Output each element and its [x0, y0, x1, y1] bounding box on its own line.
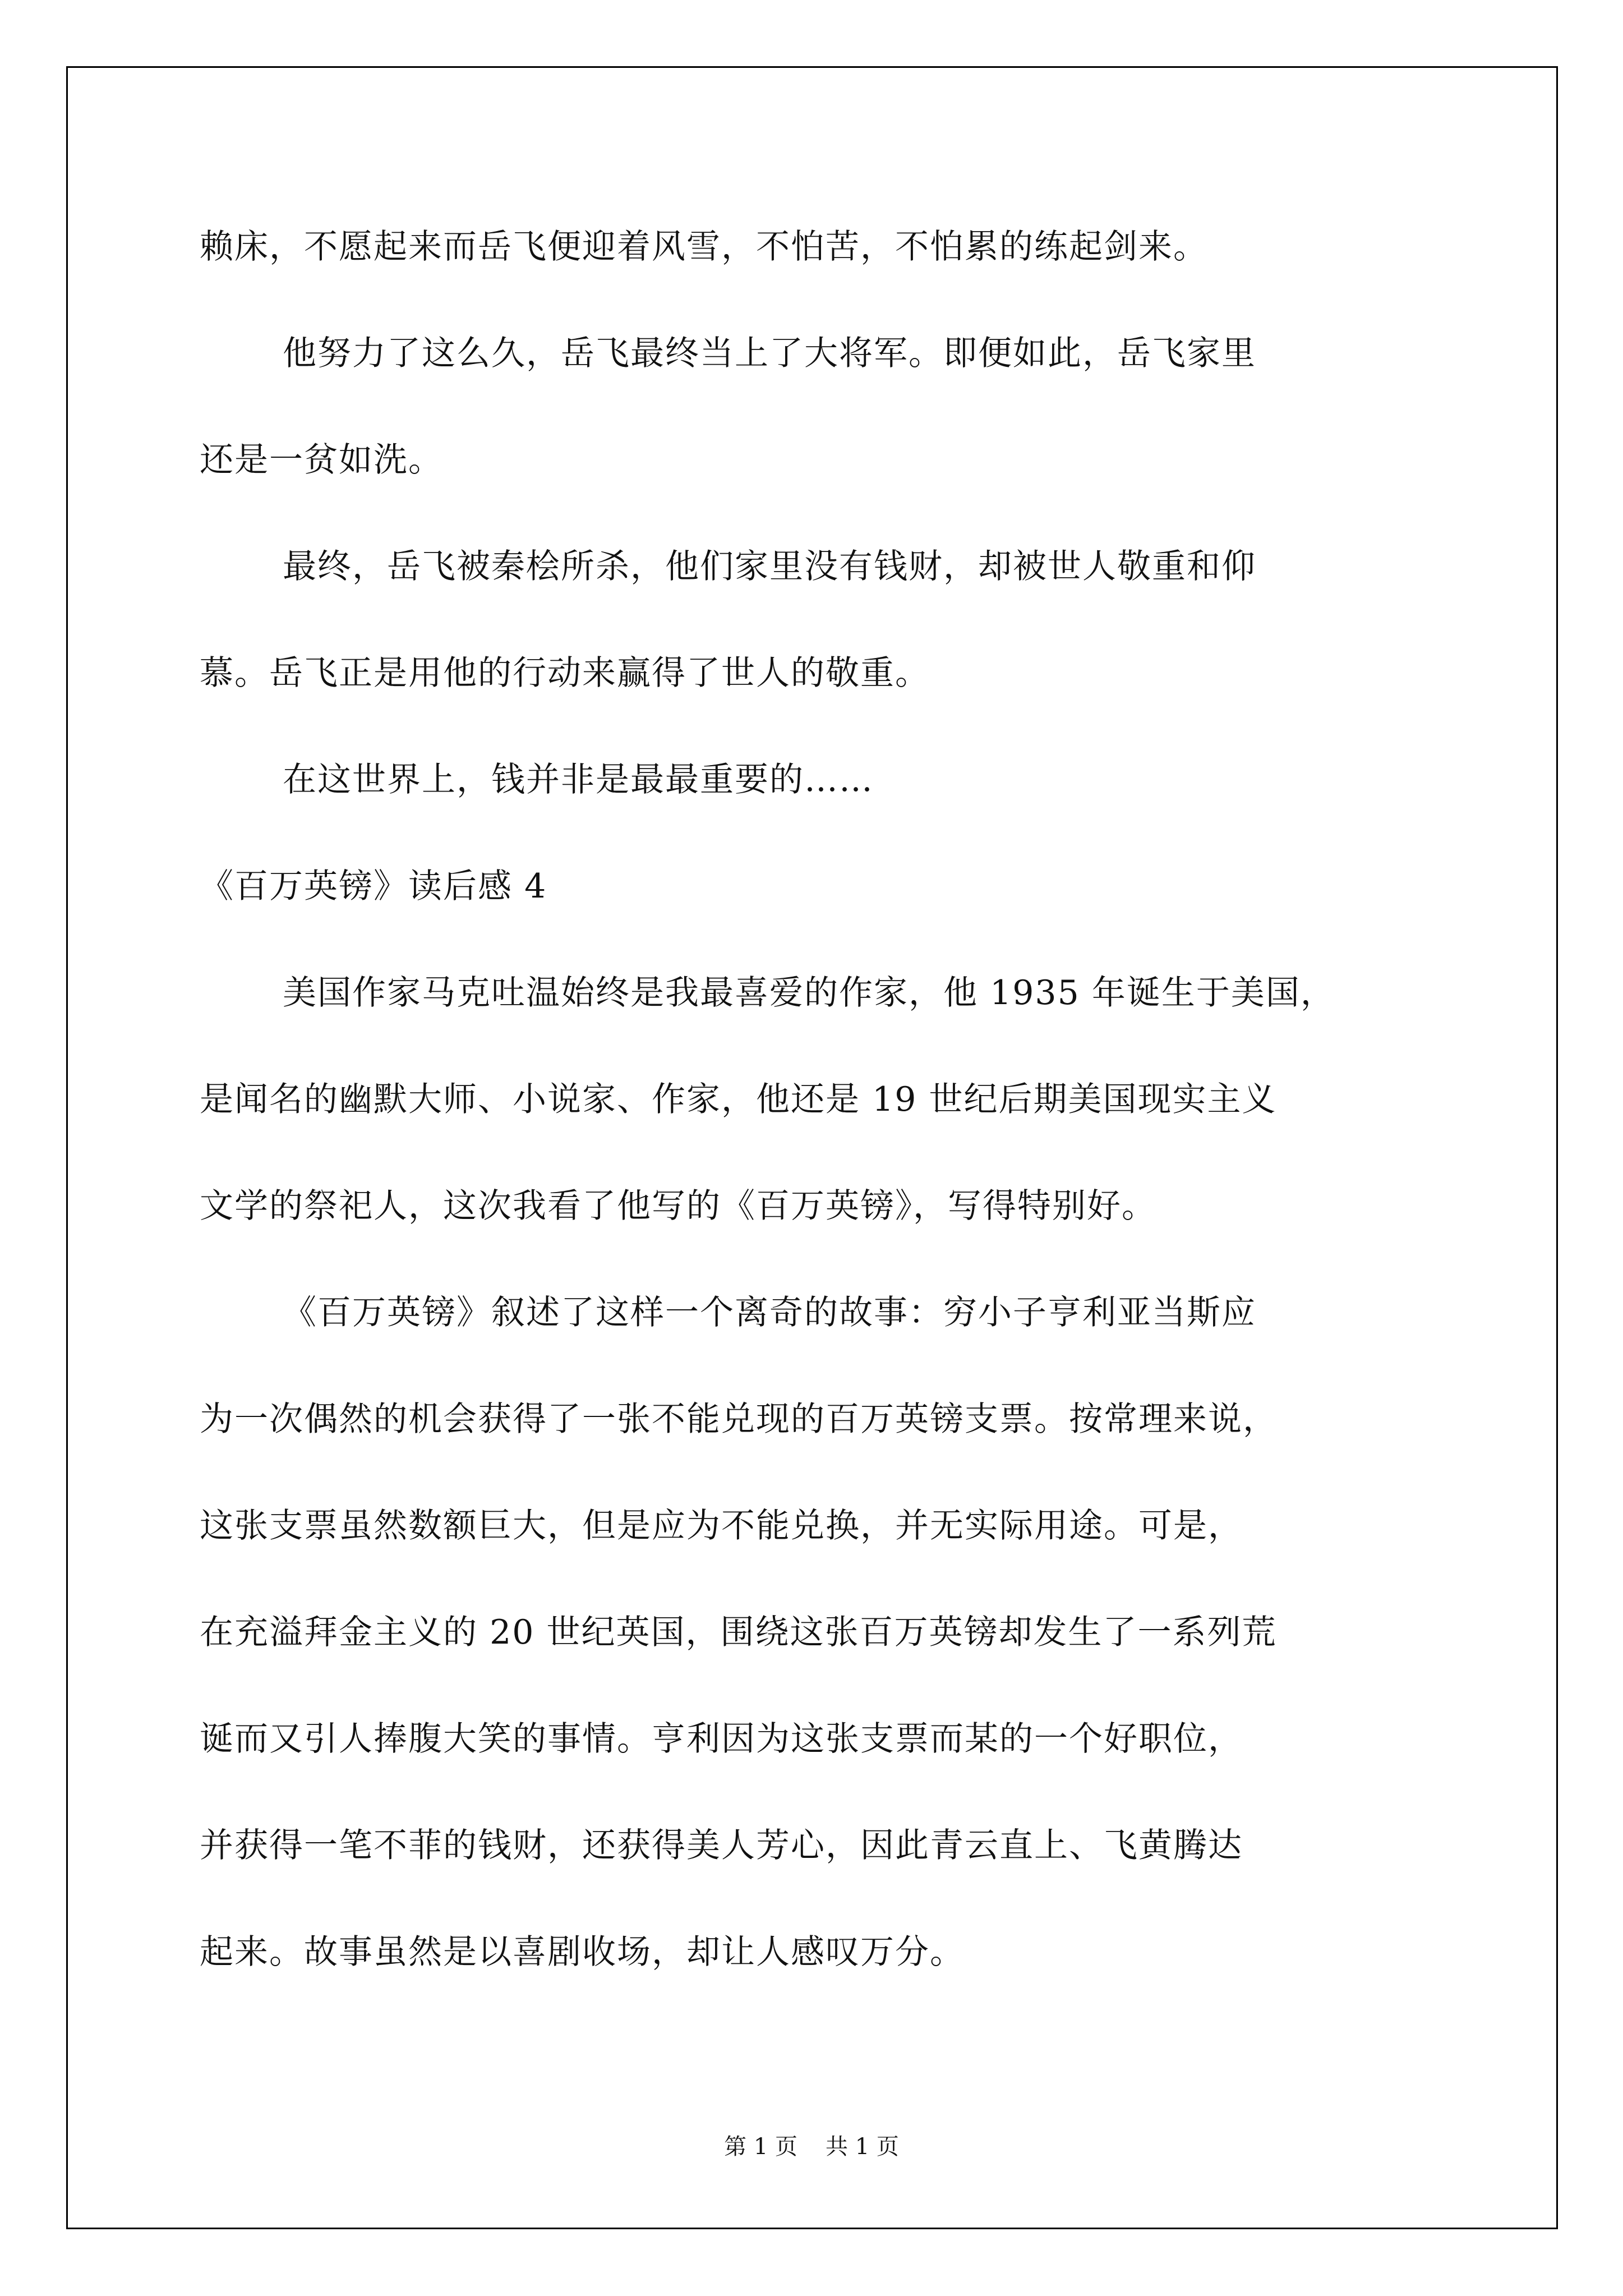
page-total: 共 1 页 — [826, 2134, 899, 2160]
page-number: 第 1 页 — [724, 2134, 797, 2160]
text-line: 诞而又引人捧腹大笑的事情。亨利因为这张支票而某的一个好职位， — [200, 1719, 1243, 1759]
text-line: 他努力了这么久，岳飞最终当上了大将军。即便如此，岳飞家里 — [283, 334, 1256, 373]
text-line: 并获得一笔不菲的钱财，还获得美人芳心，因此青云直上、飞黄腾达 — [200, 1826, 1243, 1865]
text-line: 为一次偶然的机会获得了一张不能兑现的百万英镑支票。按常理来说， — [200, 1400, 1278, 1439]
text-line: 还是一贫如洗。 — [200, 440, 443, 480]
text-line: 在充溢拜金主义的 20 世纪英国，围绕这张百万英镑却发生了一系列荒 — [200, 1613, 1277, 1652]
text-line: 赖床，不愿起来而岳飞便迎着风雪，不怕苦，不怕累的练起剑来。 — [200, 227, 1208, 266]
text-line: 最终，岳飞被秦桧所杀，他们家里没有钱财，却被世人敬重和仰 — [283, 547, 1256, 586]
text-line: 是闻名的幽默大师、小说家、作家，他还是 19 世纪后期美国现实主义 — [200, 1080, 1277, 1119]
text-line: 《百万英镑》叙述了这样一个离奇的故事：穷小子亨利亚当斯应 — [283, 1293, 1256, 1332]
text-line: 文学的祭祀人，这次我看了他写的《百万英镑》，写得特别好。 — [200, 1186, 1156, 1226]
section-heading: 《百万英镑》读后感 4 — [200, 867, 547, 906]
text-line: 在这世界上，钱并非是最最重要的…… — [283, 760, 874, 799]
document-body — [200, 208, 1467, 2019]
text-line: 慕。岳飞正是用他的行动来赢得了世人的敬重。 — [200, 654, 930, 693]
page-footer — [0, 2129, 1623, 2161]
text-line: 这张支票虽然数额巨大，但是应为不能兑换，并无实际用途。可是， — [200, 1506, 1243, 1545]
text-line: 起来。故事虽然是以喜剧收场，却让人感叹万分。 — [200, 1932, 965, 1972]
text-line: 美国作家马克吐温始终是我最喜爱的作家，他 1935 年诞生于美国， — [283, 973, 1335, 1013]
